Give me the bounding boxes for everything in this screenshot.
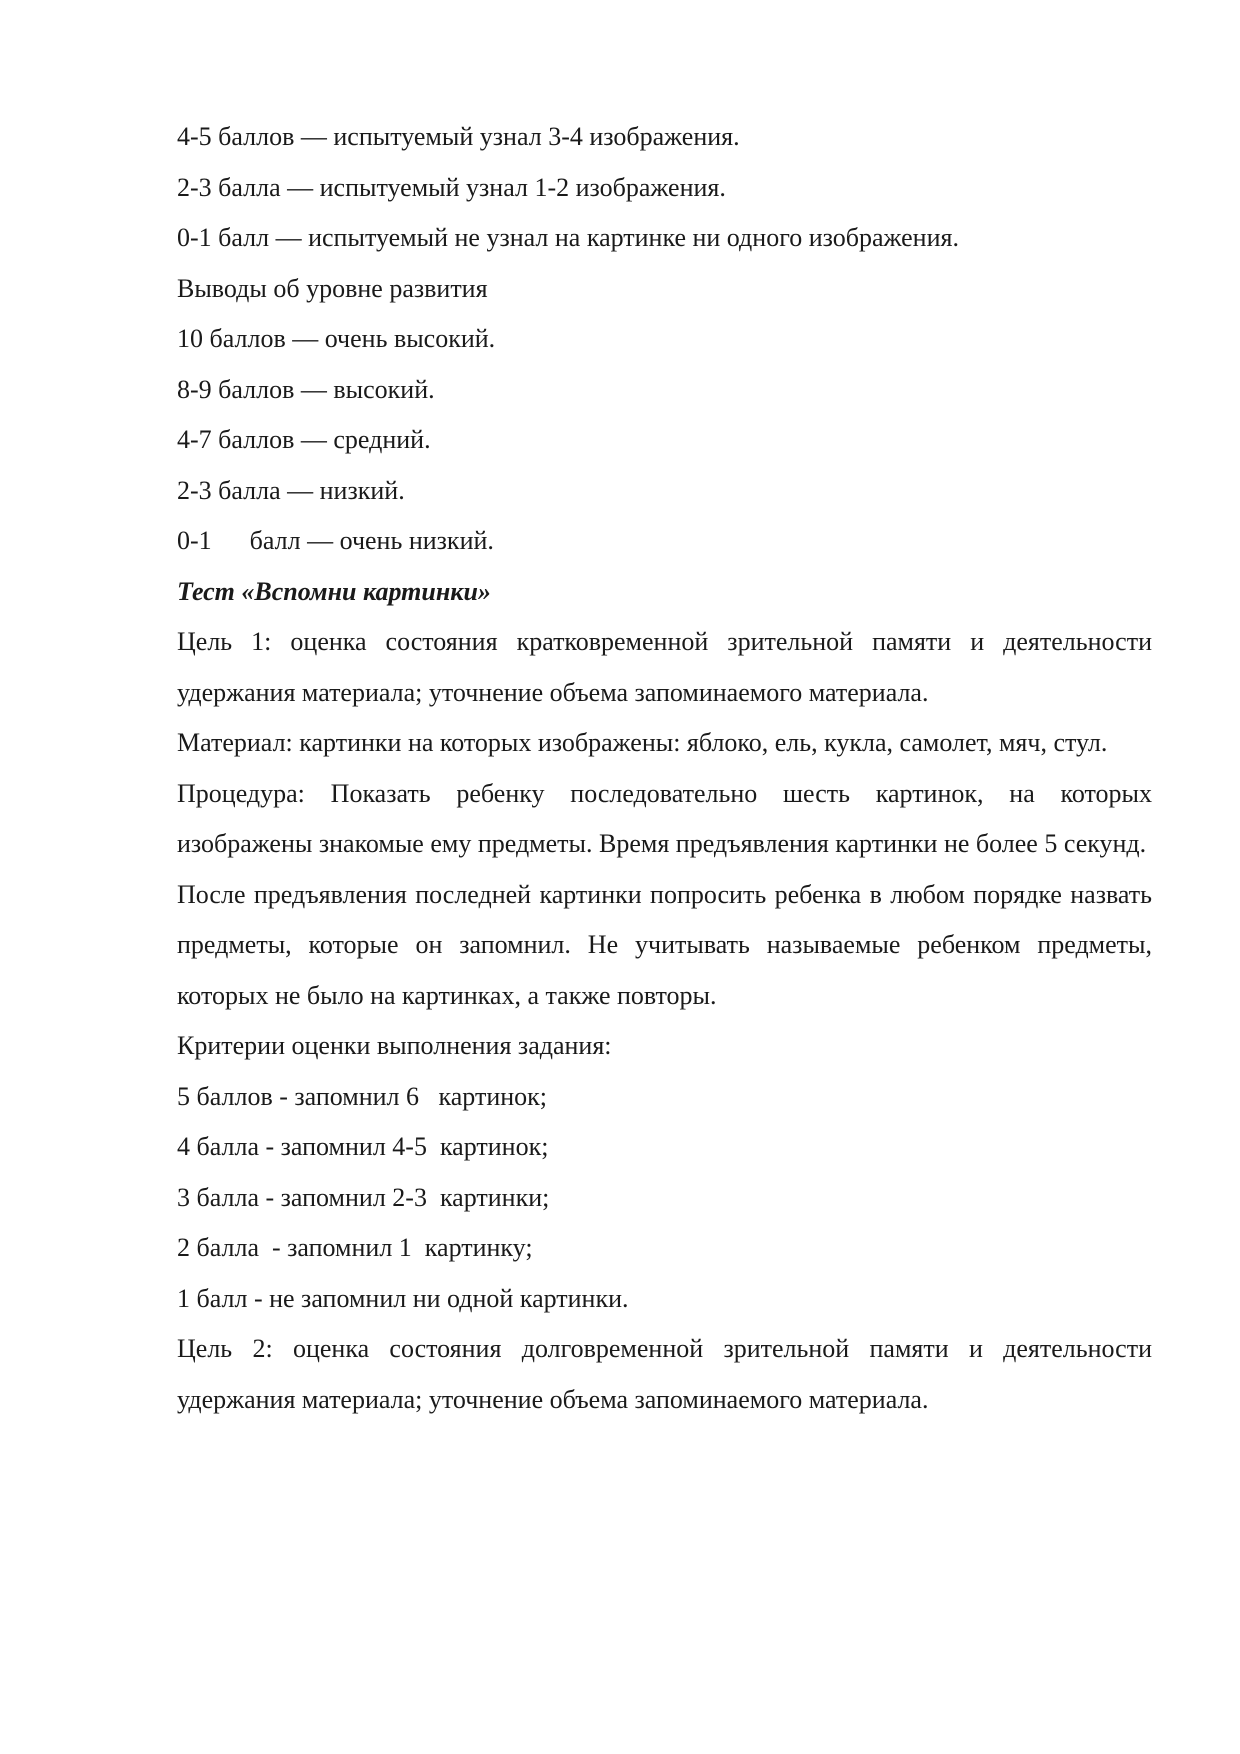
score-line: 0-1 балл — испытуемый не узнал на картинке ни одного изображения. <box>177 223 959 252</box>
score-line: 4-5 баллов — испытуемый узнал 3-4 изображения. <box>177 122 740 151</box>
level-line: 4-7 баллов — средний. <box>177 425 431 454</box>
level-score: 0-1 <box>177 526 212 555</box>
level-line: 2-3 балла — низкий. <box>177 475 405 505</box>
level-text: балл — очень низкий. <box>249 526 494 555</box>
criteria-item: 3 балла - запомнил 2-3 картинки; <box>177 1182 550 1212</box>
after-paragraph: После предъявления последней картинки попросить ребенка в любом порядке назвать предметы, которые он запомнил. Не учитывать называемые ребенком предметы, которых не было на картинках, а также повторы. <box>177 879 1152 1010</box>
level-line: 8-9 баллов — высокий. <box>177 374 435 404</box>
document-body <box>177 112 1152 1425</box>
procedure-paragraph: Процедура: Показать ребенку последовательно шесть картинок, на которых изображены знакомые ему предметы. Время предъявления картинки не более 5 секунд. <box>177 778 1152 858</box>
level-line-last <box>177 516 1152 567</box>
criteria-item: 1 балл - не запомнил ни одной картинки. <box>177 1283 629 1313</box>
criteria-title: Критерии оценки выполнения задания: <box>177 1031 612 1060</box>
criteria-item: 4 балла - запомнил 4-5 картинок; <box>177 1132 549 1161</box>
goal-1-paragraph: Цель 1: оценка состояния кратковременной зрительной памяти и деятельности удержания материала; уточнение объема запоминаемого материала. <box>177 627 1152 707</box>
score-line: 2-3 балла — испытуемый узнал 1-2 изображения. <box>177 172 726 202</box>
criteria-item: 5 баллов - запомнил 6 картинок; <box>177 1081 548 1111</box>
level-line: 10 баллов — очень высокий. <box>177 324 496 353</box>
criteria-item: 2 балла - запомнил 1 картинку; <box>177 1233 533 1262</box>
conclusions-heading: Выводы об уровне развития <box>177 273 488 303</box>
material-paragraph: Материал: картинки на которых изображены: яблоко, ель, кукла, самолет, мяч, стул. <box>177 728 1108 757</box>
goal-2-paragraph: Цель 2: оценка состояния долговременной зрительной памяти и деятельности удержания материала; уточнение объема запоминаемого материала. <box>177 1334 1152 1414</box>
test-title: Тест «Вспомни картинки» <box>177 576 491 606</box>
